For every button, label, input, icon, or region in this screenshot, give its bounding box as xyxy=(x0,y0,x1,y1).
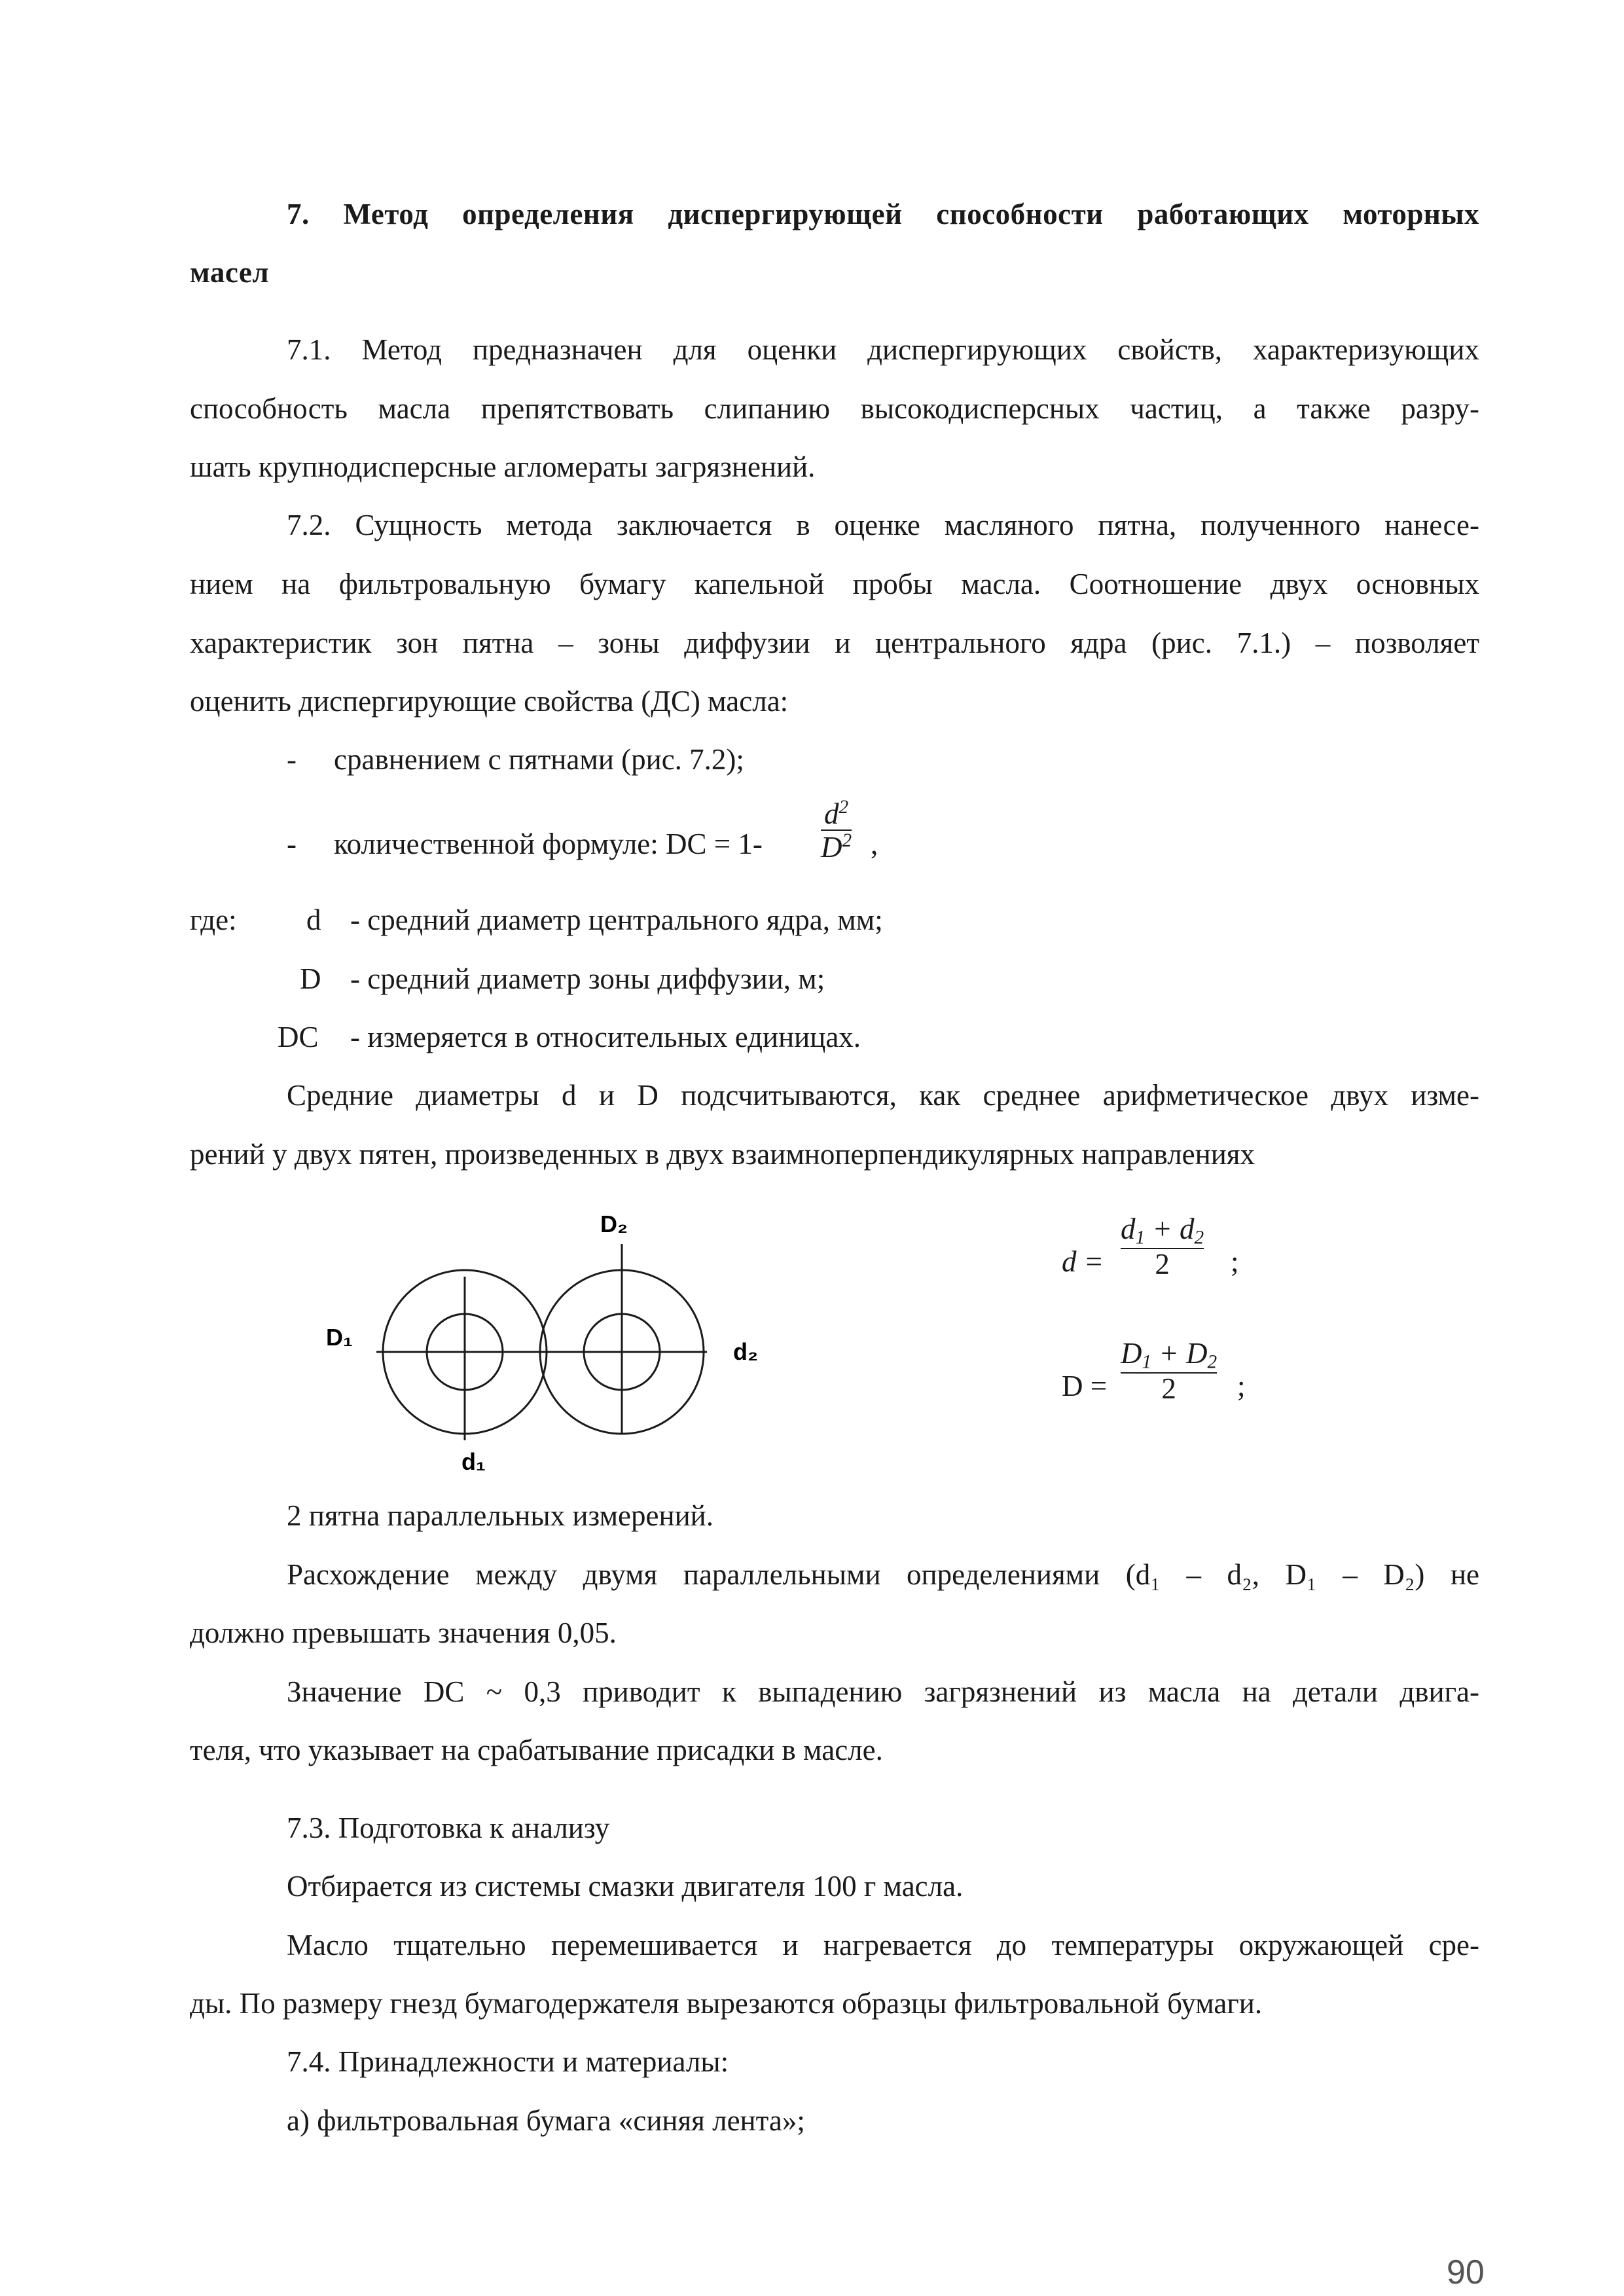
label-d1: d₁ xyxy=(461,1448,486,1475)
label-d2: d₂ xyxy=(733,1338,758,1365)
paragraph-7-2-line-4: оценить диспергирующие свойства (ДС) масла: xyxy=(190,685,789,718)
symbol-DC-description: - измеряется в относительных единицах. xyxy=(350,1021,861,1053)
section-7-3-line-1: Отбирается из системы смазки двигателя 100 г масла. xyxy=(287,1870,964,1903)
dc-formula-fraction: $d^2$ $D^2$ xyxy=(821,797,852,864)
page-number: 90 xyxy=(1447,2253,1485,2291)
divergence-line-1: Расхождение между двумя параллельными определениями (d₁ – d₂, D₁ – D₂) не xyxy=(287,1558,1479,1591)
mean-d-semicolon: ; xyxy=(1231,1245,1239,1278)
averaging-line-2: рений у двух пятен, произведенных в двух взаимноперпендикулярных направлениях xyxy=(190,1138,1255,1171)
divergence-line-2: должно превышать значения 0,05. xyxy=(190,1616,617,1649)
list-item-formula: количественной формуле: DC = 1- xyxy=(334,828,763,860)
mean-D-fraction: $D_1 + D_2$ 2 xyxy=(1121,1337,1218,1406)
label-D2: D₂ xyxy=(600,1211,628,1237)
section-heading-continued: масел xyxy=(190,256,270,289)
paragraph-7-2-line-3: характеристик зон пятна – зоны диффузии и центрального ядра (рис. 7.1.) – позволяет xyxy=(190,627,1479,659)
spots-diagram xyxy=(314,1211,785,1486)
section-7-3-line-3: ды. По размеру гнезд бумагодержателя вырезаются образцы фильтровальной бумаги. xyxy=(190,1987,1263,2020)
section-7-3-title: 7.3. Подготовка к анализу xyxy=(287,1812,610,1844)
paragraph-7-1-line-1: 7.1. Метод предназначен для оценки диспергирующих свойств, характеризующих xyxy=(287,333,1479,366)
dc-value-line-2: теля, что указывает на срабатывание присадки в масле. xyxy=(190,1734,883,1766)
paragraph-7-1-line-3: шать крупнодисперсные агломераты загрязнений. xyxy=(190,450,816,483)
formula-comma: , xyxy=(871,828,878,860)
mean-D-semicolon: ; xyxy=(1237,1370,1246,1402)
dc-value-line-1: Значение DC ~ 0,3 приводит к выпадению загрязнений из масла на детали двига- xyxy=(287,1675,1479,1708)
section-7-4-item-a: а) фильтровальная бумага «синяя лента»; xyxy=(287,2104,805,2137)
figure-caption: 2 пятна параллельных измерений. xyxy=(287,1499,713,1532)
list-bullet-1: - xyxy=(287,743,297,776)
section-7-3-line-2: Масло тщательно перемешивается и нагревается до температуры окружающей сре- xyxy=(287,1929,1479,1961)
section-7-4-title: 7.4. Принадлежности и материалы: xyxy=(287,2045,729,2078)
section-heading: 7. Метод определения диспергирующей способности работающих моторных xyxy=(287,198,1479,230)
mean-d-lhs: d = xyxy=(1062,1245,1104,1278)
mean-D-lhs: D = xyxy=(1062,1370,1108,1402)
list-bullet-2: - xyxy=(287,828,297,860)
mean-d-fraction: $d_1 + d_2$ 2 xyxy=(1121,1212,1204,1281)
where-label: где: xyxy=(190,903,237,936)
symbol-d: d xyxy=(306,903,321,936)
list-item-comparison: сравнением с пятнами (рис. 7.2); xyxy=(334,743,744,776)
symbol-D: D xyxy=(300,962,321,995)
paragraph-7-2-line-2: нием на фильтровальную бумагу капельной пробы масла. Соотношение двух основных xyxy=(190,568,1479,600)
paragraph-7-2-line-1: 7.2. Сущность метода заключается в оценке масляного пятна, полученного нанесе- xyxy=(287,509,1479,541)
averaging-line-1: Средние диаметры d и D подсчитываются, как среднее арифметическое двух изме- xyxy=(287,1079,1479,1112)
symbol-D-description: - средний диаметр зоны диффузии, м; xyxy=(350,962,825,995)
label-D1: D₁ xyxy=(326,1324,353,1351)
paragraph-7-1-line-2: способность масла препятствовать слипанию высокодисперсных частиц, а также разру- xyxy=(190,392,1479,425)
symbol-d-description: - средний диаметр центрального ядра, мм; xyxy=(350,903,883,936)
symbol-DC: DC xyxy=(278,1021,319,1053)
